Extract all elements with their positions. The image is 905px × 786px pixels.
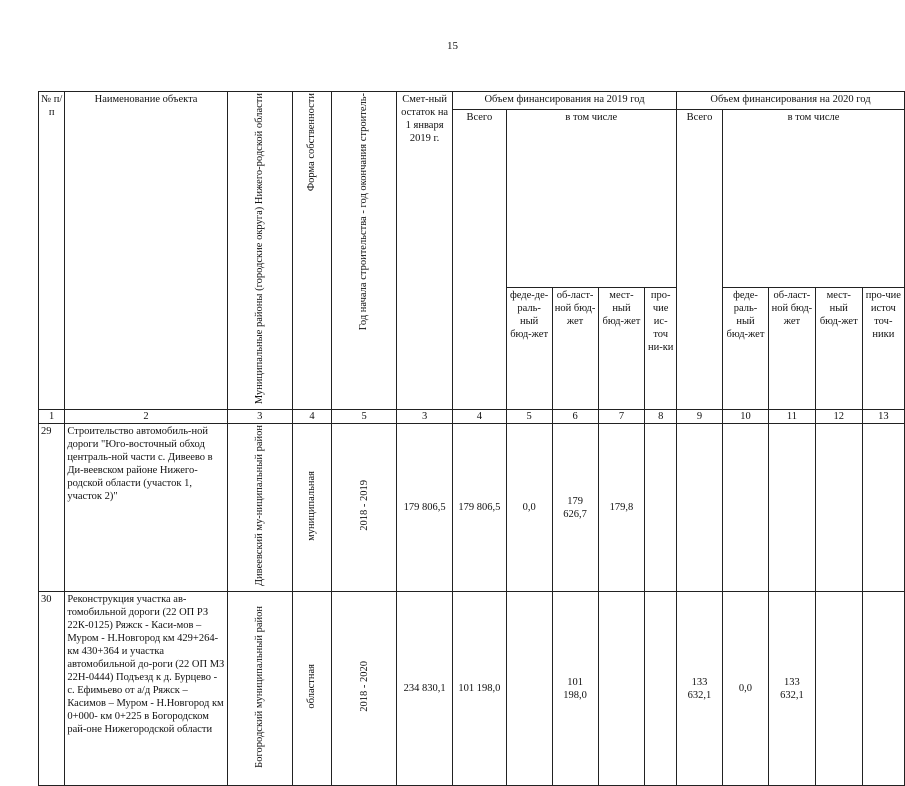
row-other-2019 — [645, 424, 677, 592]
header-federal-2019: феде-де-раль-ный бюд-жет — [506, 288, 552, 410]
row-no: 30 — [39, 592, 65, 786]
row-regional-2020 — [768, 424, 815, 592]
col-number: 4 — [453, 410, 507, 424]
row-ownership: муниципальная — [292, 424, 331, 592]
row-balance: 234 830,1 — [397, 592, 453, 786]
header-regional-2020: об-ласт-ной бюд-жет — [768, 288, 815, 410]
header-col-balance: Смет-ный остаток на 1 января 2019 г. — [397, 92, 453, 410]
header-col-name: Наименование объекта — [65, 92, 227, 410]
row-local-2020 — [815, 592, 862, 786]
row-regional-2019: 101 198,0 — [552, 592, 598, 786]
table-row — [39, 424, 905, 592]
row-other-2020 — [862, 424, 904, 592]
row-district: Богородский муниципальный район — [227, 592, 292, 786]
header-local-2019: мест-ный бюд-жет — [598, 288, 645, 410]
row-name: Строительство автомобиль-ной дороги "Юго-восточный обход централь-ной части с. Дивеево в Ди-веевском районе Нижего-родской области (участок 1, участок 2)" — [65, 424, 227, 592]
row-total-2019: 179 806,5 — [453, 424, 507, 592]
row-federal-2020 — [723, 424, 769, 592]
row-other-2020 — [862, 592, 904, 786]
row-total-2020 — [676, 424, 722, 592]
row-local-2020 — [815, 424, 862, 592]
col-number: 3 — [227, 410, 292, 424]
header-including-2020: в том числе — [723, 110, 905, 288]
row-total-2020: 133 632,1 — [676, 592, 722, 786]
col-number: 8 — [645, 410, 677, 424]
header-other-2019: про-чие ис-точ ни-ки — [645, 288, 677, 410]
row-regional-2019: 179 626,7 — [552, 424, 598, 592]
row-ownership: областная — [292, 592, 331, 786]
row-local-2019 — [598, 592, 645, 786]
row-total-2019: 101 198,0 — [453, 592, 507, 786]
row-years: 2018 - 2019 — [332, 424, 397, 592]
header-fin-2019: Объем финансирования на 2019 год — [453, 92, 677, 110]
header-total-2019: Всего — [453, 110, 507, 410]
header-other-2020: про-чие источ точ-ники — [862, 288, 904, 410]
column-number-row — [39, 410, 905, 424]
col-number: 2 — [65, 410, 227, 424]
col-number: 10 — [723, 410, 769, 424]
col-number: 6 — [552, 410, 598, 424]
row-federal-2019: 0,0 — [506, 424, 552, 592]
col-number: 7 — [598, 410, 645, 424]
col-number: 1 — [39, 410, 65, 424]
col-number: 12 — [815, 410, 862, 424]
col-number: 11 — [768, 410, 815, 424]
row-district: Дивеевский му-ниципальный район — [227, 424, 292, 592]
col-number: 5 — [506, 410, 552, 424]
header-regional-2019: об-ласт-ной бюд-жет — [552, 288, 598, 410]
header-fin-2020: Объем финансирования на 2020 год — [676, 92, 904, 110]
row-years: 2018 - 2020 — [332, 592, 397, 786]
header-local-2020: мест-ный бюд-жет — [815, 288, 862, 410]
row-regional-2020: 133 632,1 — [768, 592, 815, 786]
row-no: 29 — [39, 424, 65, 592]
financing-table — [38, 91, 905, 786]
col-number: 9 — [676, 410, 722, 424]
row-name: Реконструкция участка ав-томобильной дороги (22 ОП РЗ 22К-0125) Ряжск - Каси-мов – Муром - Н.Новгород км 429+264- км 430+364 и участка автомобильной до-роги (22 ОП МЗ 22Н-0444) Подъезд к д. Бурцево - с. Ефимьево от а/д Ряжск – Касимов – Муром - Н.Новгород км 0+000- км 0+225 в Богородском рай-оне Нижегородской области — [65, 592, 227, 786]
row-other-2019 — [645, 592, 677, 786]
col-number: 5 — [332, 410, 397, 424]
header-col-no: № п/ п — [39, 92, 65, 410]
col-number: 13 — [862, 410, 904, 424]
row-balance: 179 806,5 — [397, 424, 453, 592]
page-number: 15 — [447, 40, 458, 52]
header-col-district: Муниципальные районы (городские округа) Нижего-родской области — [227, 92, 292, 410]
row-local-2019: 179,8 — [598, 424, 645, 592]
col-number: 3 — [397, 410, 453, 424]
header-col-ownership: Форма собственности — [292, 92, 331, 410]
header-total-2020: Всего — [676, 110, 722, 410]
header-col-years: Год начала строительства - год окончания строитель- — [332, 92, 397, 410]
col-number: 4 — [292, 410, 331, 424]
row-federal-2019 — [506, 592, 552, 786]
header-including-2019: в том числе — [506, 110, 676, 288]
header-federal-2020: феде-раль-ный бюд-жет — [723, 288, 769, 410]
row-federal-2020: 0,0 — [723, 592, 769, 786]
table-row — [39, 592, 905, 786]
